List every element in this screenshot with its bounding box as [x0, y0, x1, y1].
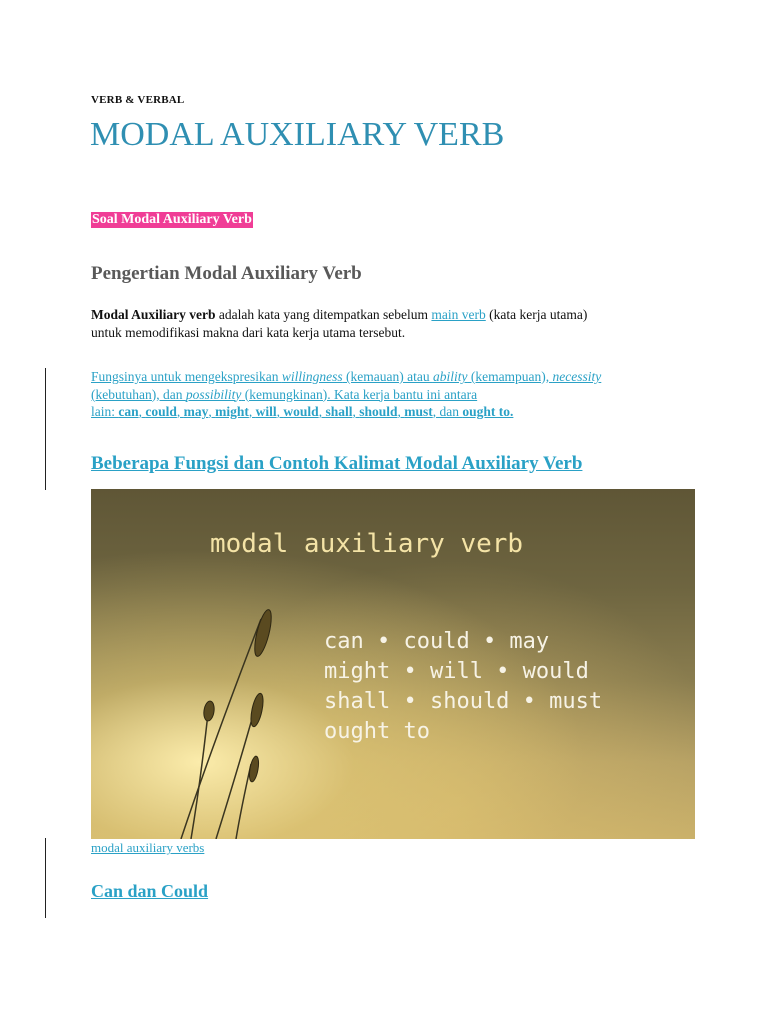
margin-bar-top	[45, 368, 46, 490]
section-heading-functions[interactable]: Beberapa Fungsi dan Contoh Kalimat Modal Auxiliary Verb	[91, 453, 583, 474]
image-caption-link[interactable]: modal auxiliary verbs	[91, 840, 205, 855]
image-title: modal auxiliary verb	[210, 529, 524, 559]
image-line: shall • should • must	[324, 689, 603, 714]
ability-term: ability	[432, 369, 468, 384]
para1-text-a: adalah kata yang ditempatkan sebelum	[215, 307, 432, 322]
main-verb-link[interactable]: main verb	[431, 307, 486, 322]
soal-link[interactable]: Soal Modal Auxiliary Verb	[92, 212, 252, 227]
image-line: can • could • may	[324, 629, 550, 654]
necessity-term: necessity	[552, 369, 602, 384]
image-line: might • will • would	[324, 659, 589, 684]
para2-line1: Fungsinya untuk mengekspresikan willingness (kemauan) atau ability (kemampuan), necessity	[91, 369, 602, 384]
margin-bar-bottom	[45, 838, 46, 918]
para1-text-b: (kata kerja utama)	[485, 307, 588, 322]
possibility-term: possibility	[185, 386, 242, 402]
page-title: MODAL AUXILIARY VERB	[90, 116, 505, 153]
para2-line3: lain: can, could, may, might, will, would, shall, should, must, dan ought to.	[91, 404, 514, 419]
bold-term: Modal Auxiliary verb	[91, 307, 216, 322]
category-label: VERB & VERBAL	[91, 94, 185, 106]
definition-heading: Pengertian Modal Auxiliary Verb	[91, 263, 362, 284]
modal-verb-image	[91, 489, 695, 839]
section-heading-can-could[interactable]: Can dan Could	[91, 881, 209, 901]
function-paragraph-link[interactable]	[91, 368, 691, 421]
para2-line2: (kebutuhan), dan possibility (kemungkinan). Kata kerja bantu ini antara	[91, 386, 478, 402]
willingness-term: willingness	[281, 369, 343, 384]
image-modal-list	[324, 627, 602, 747]
para1-line2: untuk memodifikasi makna dari kata kerja utama tersebut.	[91, 325, 406, 340]
image-line: ought to	[324, 719, 430, 744]
definition-paragraph	[91, 306, 691, 342]
